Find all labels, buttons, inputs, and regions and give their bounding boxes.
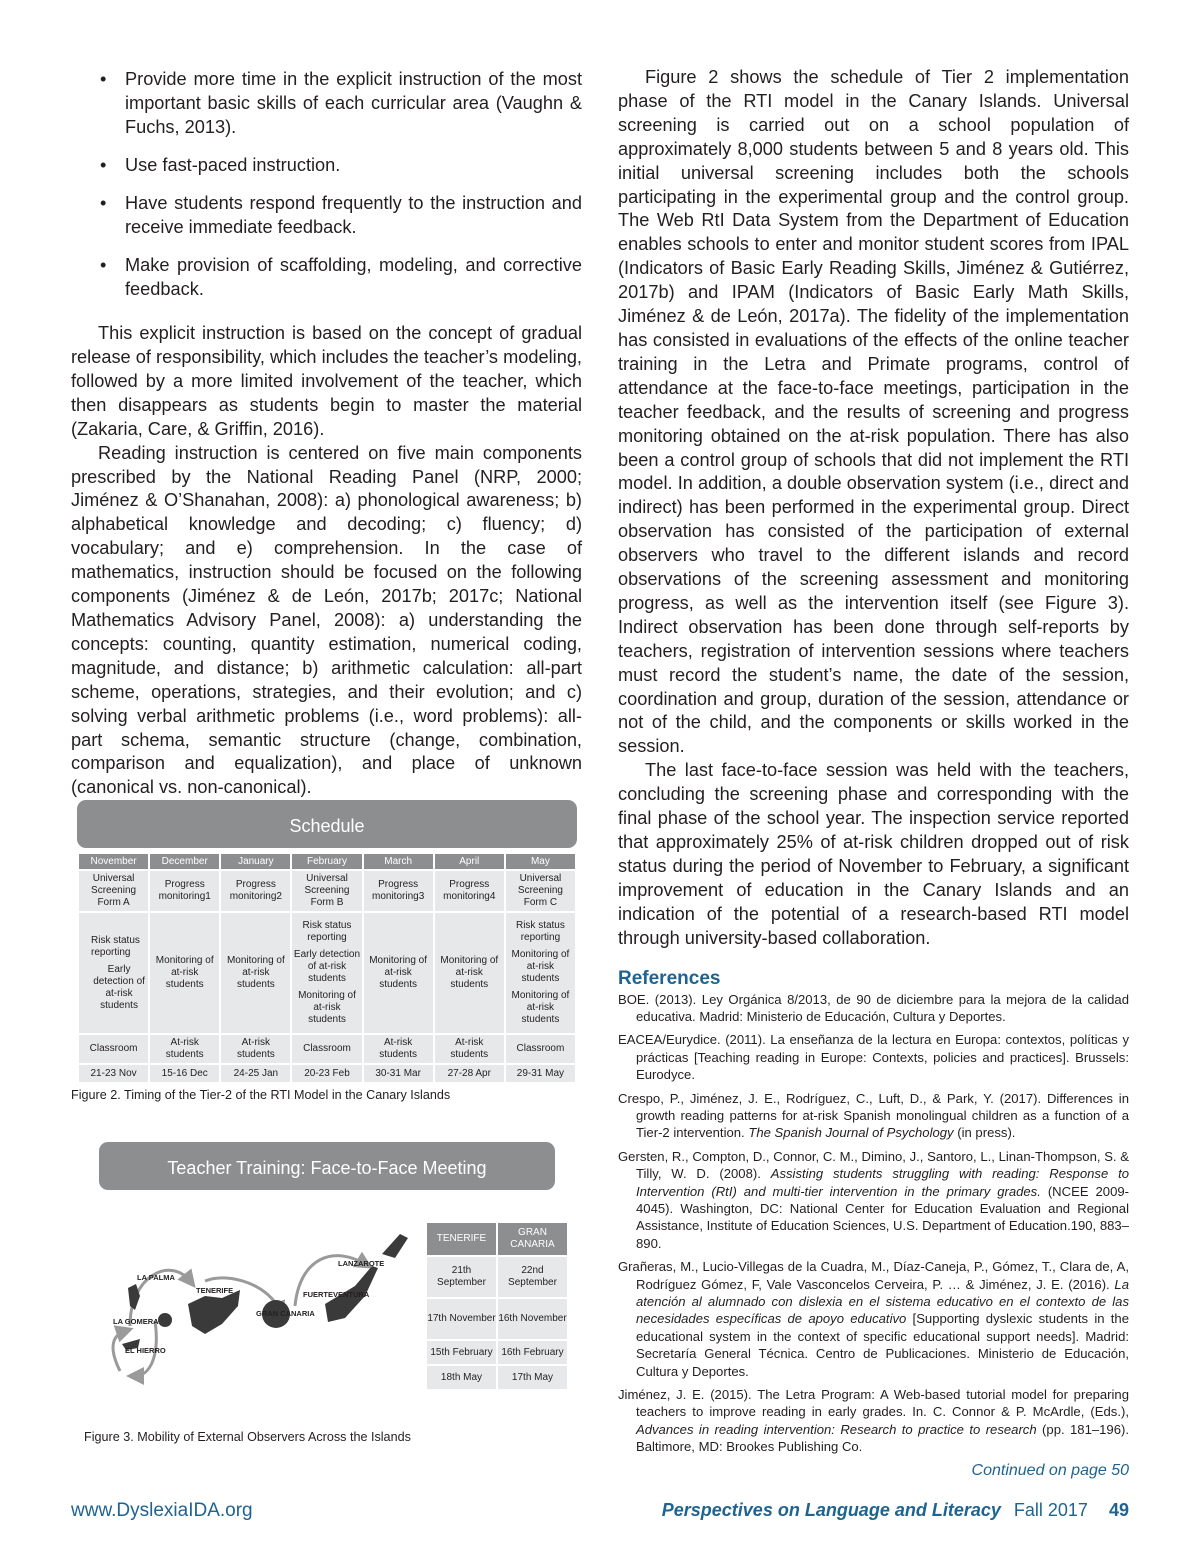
island-label: LA PALMA: [137, 1273, 175, 1282]
table-cell: 21th September: [427, 1257, 496, 1297]
cell-text: Monitoring of at-risk students: [298, 990, 356, 1025]
list-item: • Make provision of scaffolding, modeling, and corrective feedback.: [100, 255, 582, 300]
schedule-title: Schedule: [77, 800, 577, 848]
paragraph: This explicit instruction is based on the concept of gradual release of responsibility, which includes the teacher’s modeling, followed by a more limited involvement of the teacher, which then disappears as students begin to master the material (Zakaria, Care, & Griffin, 2016).: [71, 323, 582, 439]
table-cell: [79, 913, 148, 1033]
table-cell: At-risk students: [364, 1035, 433, 1063]
island-label: LANZAROTE: [338, 1259, 385, 1268]
list-item: • Have students respond frequently to the instruction and receive immediate feedback.: [100, 193, 582, 238]
cell-text: Risk status reporting: [515, 920, 565, 943]
table-cell: [292, 913, 361, 1033]
table-cell: At-risk students: [221, 1035, 290, 1063]
table-cell: 18th May: [427, 1366, 496, 1389]
paragraph: Figure 2 shows the schedule of Tier 2 implementation phase of the RTI model in the Canary Islands. Universal screening is carried out on a school population of approximately 8,000 students between 5 and 8 years old. This initial universal screening includes both the schools participating in the experimental group and the control group. The Web RtI Data System from the Department of Education enables schools to enter and monitor student scores from IPAL (Indicators of Basic Early Reading Skills, Jiménez & Gutiérrez, 2017b) and IPAM (Indicators of Basic Early Math Skills, Jiménez & de León, 2017a). The fidelity of the implementation has consisted in evaluations of the effects of the online teacher training in the Letra and Primate programs, control of attendance at the face-to-face meetings, participation in the teacher feedback, and the results of screening and progress monitoring obtained on the at-risk population. There has also been a control group of schools that did not implement the RTI model. In addition, a double observation system (i.e., direct and indirect) has been performed in the experimental group. Direct observation has consisted of the participation of external observers who travel to the different islands and record observations of the screening assessment and monitoring progress, as well as the intervention itself (see Figure 3). Indirect observation has been done through self-reports by teachers, registration of intervention sessions where teachers must record the student’s name, the date of the session, coordination and group, duration of the session, attendance or not of the child, and the components or skills worked in the session.: [618, 67, 1129, 757]
table-cell: Monitoring of at-risk students: [221, 913, 290, 1033]
canary-islands-map: [110, 1226, 420, 1396]
cell-text: Monitoring of at-risk students: [511, 990, 570, 1025]
bullet-icon: •: [100, 255, 107, 276]
reference-item: BOE. (2013). Ley Orgánica 8/2013, de 90 de diciembre para la mejora de la calidad educativa. Madrid: Ministerio de Educación, Cultura y Deportes.: [618, 991, 1129, 1024]
table-cell: 22nd September: [498, 1257, 567, 1297]
table-cell: 15th February: [427, 1341, 496, 1364]
training-dates-table: [425, 1221, 569, 1391]
tenerife-shape: [188, 1290, 240, 1334]
month-header: April: [435, 854, 504, 869]
column-header: TENERIFE: [427, 1223, 496, 1255]
table-cell: Progress monitoring3: [364, 871, 433, 911]
right-column: [618, 66, 1129, 1480]
table-cell: [506, 913, 575, 1033]
cell-text: Risk status reporting: [302, 920, 352, 943]
month-header: February: [292, 854, 361, 869]
date-cell: 30-31 Mar: [364, 1065, 433, 1082]
issue-label: Fall 2017: [1013, 1500, 1088, 1520]
table-cell: Monitoring of at-risk students: [435, 913, 504, 1033]
date-cell: 29-31 May: [506, 1065, 575, 1082]
date-cell: 27-28 Apr: [435, 1065, 504, 1082]
table-cell: Universal Screening Form C: [506, 871, 575, 911]
column-header: GRAN CANARIA: [498, 1223, 567, 1255]
bullet-list: [100, 68, 582, 302]
table-cell: Classroom: [506, 1035, 575, 1063]
table-cell: 16th February: [498, 1341, 567, 1364]
table-cell: Classroom: [292, 1035, 361, 1063]
table-cell: At-risk students: [435, 1035, 504, 1063]
island-label: FUERTEVENTURA: [303, 1290, 370, 1299]
table-cell: 17th November: [427, 1299, 496, 1339]
month-header: November: [79, 854, 148, 869]
la-palma-shape: [128, 1284, 140, 1310]
table-cell: 17th May: [498, 1366, 567, 1389]
references-heading: References: [618, 967, 721, 989]
date-cell: 20-23 Feb: [292, 1065, 361, 1082]
page-footer: [662, 1500, 1129, 1521]
left-column: [71, 66, 582, 800]
journal-title: Perspectives on Language and Literacy: [661, 1500, 1001, 1520]
table-cell: Classroom: [79, 1035, 148, 1063]
cell-text: Risk status reporting: [91, 934, 140, 958]
island-label: GRAN CANARIA: [256, 1309, 315, 1318]
table-cell: Progress monitoring4: [435, 871, 504, 911]
training-figure: [99, 1142, 555, 1190]
cell-text: Early detection of at-risk students: [293, 949, 361, 984]
page-number: 49: [1108, 1500, 1129, 1520]
route-arrow: [113, 1331, 125, 1371]
reference-item: EACEA/Eurydice. (2011). La enseñanza de la lectura en Europa: contextos, políticas y prácticas [Teaching reading in Europe: Contexts, policies and practices]. Brussels: Eurodyce.: [618, 1032, 1129, 1083]
figure-3-caption: Figure 3. Mobility of External Observers Across the Islands: [84, 1430, 411, 1444]
island-label: LA GOMERA: [113, 1317, 159, 1326]
date-cell: 15-16 Dec: [150, 1065, 219, 1082]
table-cell: Progress monitoring2: [221, 871, 290, 911]
list-item: • Provide more time in the explicit instruction of the most important basic skills of each curricular area (Vaughn & Fuchs, 2013).: [100, 69, 582, 137]
cell-text: Early detection of at-risk students: [93, 963, 145, 1011]
schedule-figure: [77, 800, 577, 1084]
bullet-icon: •: [100, 155, 107, 176]
month-header: December: [150, 854, 219, 869]
paragraph: The last face-to-face session was held with the teachers, concluding the screening phase and corresponding with the final phase of the school year. The inspection service reported that approximately 25% of at-risk children dropped out of risk status during the period of November to February, a significant improvement of education in the Canary Islands and an indication of the potential of a research-based RTI model through university-based collaboration.: [618, 760, 1129, 948]
reference-item: Jiménez, J. E. (2015). The Letra Program: A Web-based tutorial model for preparing teachers to improve reading in early grades. In. C. Connor & P. McArdle, (Eds.), Advances in reading intervention: Research to practice to research (pp. 181–196). Baltimore, MD: Brookes Publishing Co.: [618, 1387, 1129, 1455]
paragraph: Reading instruction is centered on five main components prescribed by the National Reading Panel (NRP, 2000; Jiménez & O’Shanahan, 2008): a) phonological awareness; b) alphabetical knowledge and decoding; c) fluency; d) vocabulary; and e) comprehension. In the case of mathematics, instruction should be focused on the following components (Jiménez & de León, 2017b; 2017c; National Mathematics Advisory Panel, 2008): a) understanding the concepts: counting, quantity estimation, numerical coding, magnitude, and distance; b) arithmetic calculation: all-part scheme, operations, strategies, and their evolution; and c) solving verbal arithmetic problems (i.e., word problems): all-part schema, semantic structure (change, combination, comparison and equalization), and place of unknown (canonical vs. non-canonical).: [71, 442, 582, 798]
reference-item: Gersten, R., Compton, D., Connor, C. M., Dimino, J., Santoro, L., Linan-Thompson, S. & Tilly, W. D. (2008). Assisting students struggling with reading: Response to Intervention (RtI) and multi-tier intervention in the primary grades. (NCEE 2009-4045). Washington, DC: National Center for Education Evaluation and Regional Assistance, Institute of Education Sciences, U.S. Department of Education.190, 883–890.: [618, 1148, 1130, 1251]
table-cell: Universal Screening Form A: [79, 871, 148, 911]
training-title: Teacher Training: Face-to-Face Meeting: [99, 1142, 555, 1190]
references-list: [618, 991, 1129, 1456]
island-label: EL HIERRO: [125, 1346, 166, 1355]
table-cell: Universal Screening Form B: [292, 871, 361, 911]
figure-2-caption: Figure 2. Timing of the Tier-2 of the RTI Model in the Canary Islands: [71, 1088, 451, 1102]
date-cell: 24-25 Jan: [221, 1065, 290, 1082]
table-cell: Progress monitoring1: [150, 871, 219, 911]
list-item: • Use fast-paced instruction.: [100, 154, 582, 178]
website-link[interactable]: www.DyslexiaIDA.org: [71, 1500, 253, 1521]
date-cell: 21-23 Nov: [79, 1065, 148, 1082]
la-gomera-shape: [158, 1313, 172, 1327]
continued-link[interactable]: Continued on page 50: [971, 1461, 1129, 1479]
table-cell: Monitoring of at-risk students: [364, 913, 433, 1033]
lanzarote-shape: [382, 1234, 408, 1258]
bullet-icon: •: [100, 193, 107, 214]
island-label: TENERIFE: [196, 1286, 234, 1295]
month-header: May: [506, 854, 575, 869]
month-header: March: [364, 854, 433, 869]
table-cell: 16th November: [498, 1299, 567, 1339]
bullet-icon: •: [100, 69, 107, 89]
cell-text: Monitoring of at-risk students: [511, 949, 570, 984]
schedule-table: [77, 852, 577, 1084]
reference-item: Crespo, P., Jiménez, J. E., Rodríguez, C., Luft, D., & Park, Y. (2017). Differences in growth reading patterns for at-risk Spanish monolingual children as a function of a Tier-2 intervention. The Spanish Journal of Psychology (in press).: [618, 1090, 1129, 1141]
reference-item: Grañeras, M., Lucio-Villegas de la Cuadra, M., Díaz-Caneja, P., Gómez, T., Clara de, A, Rodríguez Gómez, F, Vale Vasconcelos Cerveira, P. … & Jiménez, J. E. (2016). La atención al alumnado con dislexia en el sistema educativo en el contexto de las necesidades específicas de apoyo educativo [Supporting dyslexic students in the educational system in the context of specific educational support needs]. Madrid: Secretaría General Técnica. Centro de Publicaciones. Ministerio de Educación, Cultura y Deportes.: [618, 1259, 1129, 1379]
table-cell: Monitoring of at-risk students: [150, 913, 219, 1033]
table-cell: At-risk students: [150, 1035, 219, 1063]
month-header: January: [221, 854, 290, 869]
